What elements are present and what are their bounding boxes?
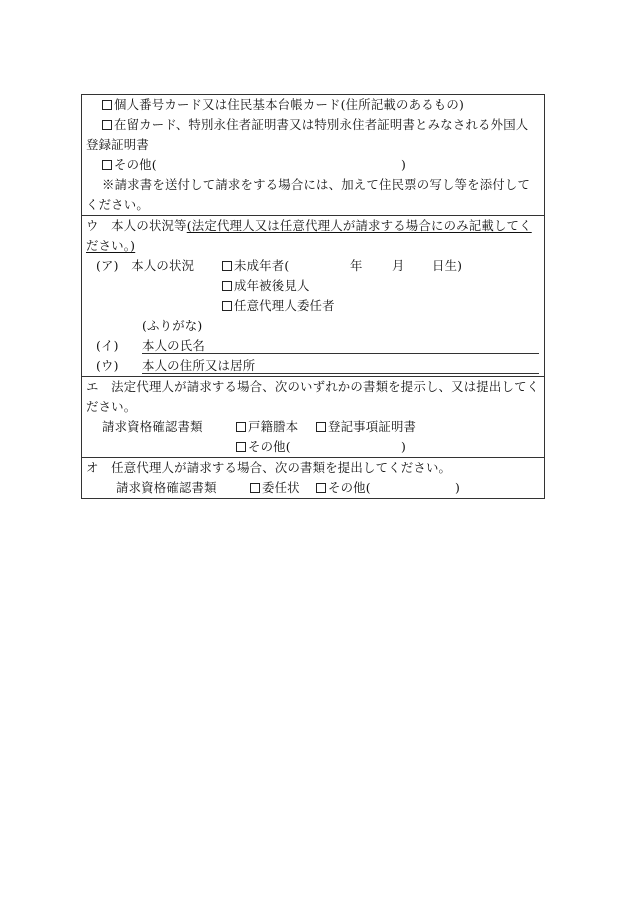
option-legal-other[interactable]: その他( <box>236 437 291 457</box>
mail-request-note: ※請求書を送付して請求をする場合には、加えて住民票の写し等を添付してください。 <box>86 177 531 212</box>
checkbox[interactable] <box>102 120 112 130</box>
checkbox[interactable] <box>316 422 326 432</box>
option-adult-ward[interactable]: 成年被後見人 <box>222 276 310 296</box>
option-family-register[interactable]: 戸籍謄本 <box>236 417 298 437</box>
voluntary-agent-heading: オ 任意代理人が請求する場合、次の書類を提出してください。 <box>86 460 452 475</box>
checkbox[interactable] <box>316 483 326 493</box>
voluntary-docs-row: 請求資格確認書類 委任状 その他( ) <box>86 478 540 498</box>
option-registry-certificate[interactable]: 登記事項証明書 <box>316 417 416 437</box>
checkbox[interactable] <box>236 442 246 452</box>
principal-status-section <box>82 216 544 377</box>
checkbox[interactable] <box>250 483 260 493</box>
option-voluntary-other[interactable]: その他( <box>316 478 371 498</box>
request-form-continuation <box>81 94 545 499</box>
checkbox[interactable] <box>222 301 232 311</box>
principal-name-field[interactable]: 本人の氏名 <box>142 336 539 354</box>
legal-representative-section <box>82 377 544 458</box>
principal-address-row: (ウ) 本人の住所又は居所 <box>86 356 540 376</box>
checkbox[interactable] <box>222 281 232 291</box>
option-power-of-attorney[interactable]: 委任状 <box>250 478 300 498</box>
voluntary-agent-section <box>82 458 544 498</box>
legal-representative-heading: エ 法定代理人が請求する場合、次のいずれかの書類を提示し、又は提出してください。 <box>86 379 540 414</box>
checkbox[interactable] <box>102 100 112 110</box>
status-row-minor: (ア) 本人の状況 未成年者( 年 月 日生) <box>86 256 540 276</box>
checkbox[interactable] <box>102 160 112 170</box>
status-row-adult-ward <box>86 276 540 296</box>
option-residence-card[interactable]: 在留カード、特別永住者証明書又は特別永住者証明書とみなされる外国人登録証明書 <box>86 117 529 152</box>
legal-docs-row: 請求資格確認書類 戸籍謄本 登記事項証明書 <box>86 417 540 437</box>
principal-name-row: (イ) 本人の氏名 <box>86 336 540 356</box>
legal-docs-other-row: その他( ) <box>86 437 540 457</box>
option-voluntary-principal[interactable]: 任意代理人委任者 <box>222 296 335 316</box>
option-my-number-card[interactable]: 個人番号カード又は住民基本台帳カード(住所記載のあるもの) <box>86 95 540 115</box>
checkbox[interactable] <box>236 422 246 432</box>
principal-status-heading: ウ 本人の状況等(法定代理人又は任意代理人が請求する場合にのみ記載してください。) <box>86 218 532 253</box>
status-row-voluntary-principal <box>86 296 540 316</box>
option-other-id[interactable]: その他( ) <box>86 155 540 175</box>
option-minor[interactable]: 未成年者( <box>222 256 289 276</box>
furigana-row: (ふりがな) <box>142 318 203 333</box>
identity-documents-section <box>82 95 544 216</box>
checkbox[interactable] <box>222 261 232 271</box>
principal-address-field[interactable]: 本人の住所又は居所 <box>142 356 539 374</box>
